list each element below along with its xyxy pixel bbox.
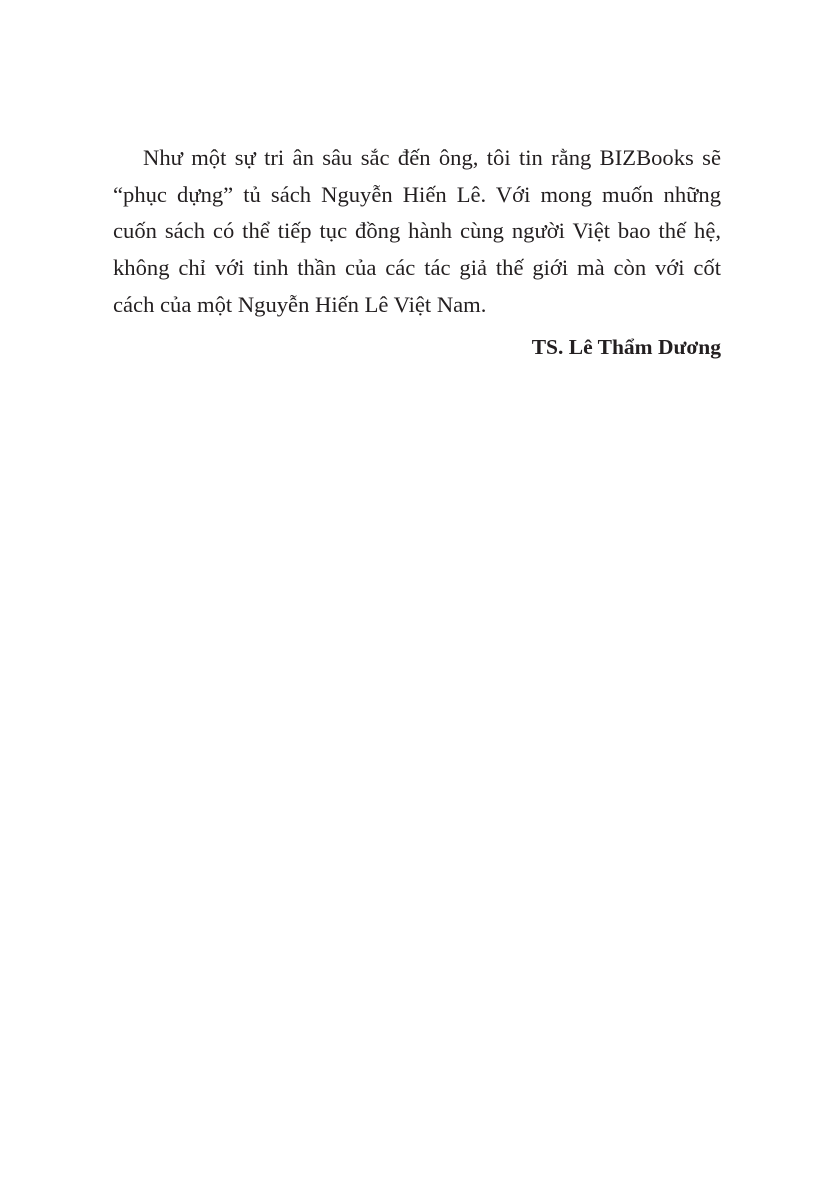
paragraph-line: cuốn sách có thể tiếp tục đồng hành cùng người Việt bao thế hệ,: [113, 218, 721, 244]
paragraph-line: cách của một Nguyễn Hiến Lê Việt Nam.: [113, 291, 487, 317]
paragraph-line: không chỉ với tinh thần của các tác giả thế giới mà còn với cốt: [113, 255, 721, 281]
paragraph-line: “phục dựng” tủ sách Nguyễn Hiến Lê. Với mong muốn những: [113, 181, 721, 207]
paragraph-line: Như một sự tri ân sâu sắc đến ông, tôi tin rằng BIZBooks sẽ: [143, 145, 721, 170]
author-signature: TS. Lê Thẩm Dương: [531, 334, 721, 359]
page-content: [113, 140, 721, 362]
body-paragraph: [113, 140, 721, 324]
